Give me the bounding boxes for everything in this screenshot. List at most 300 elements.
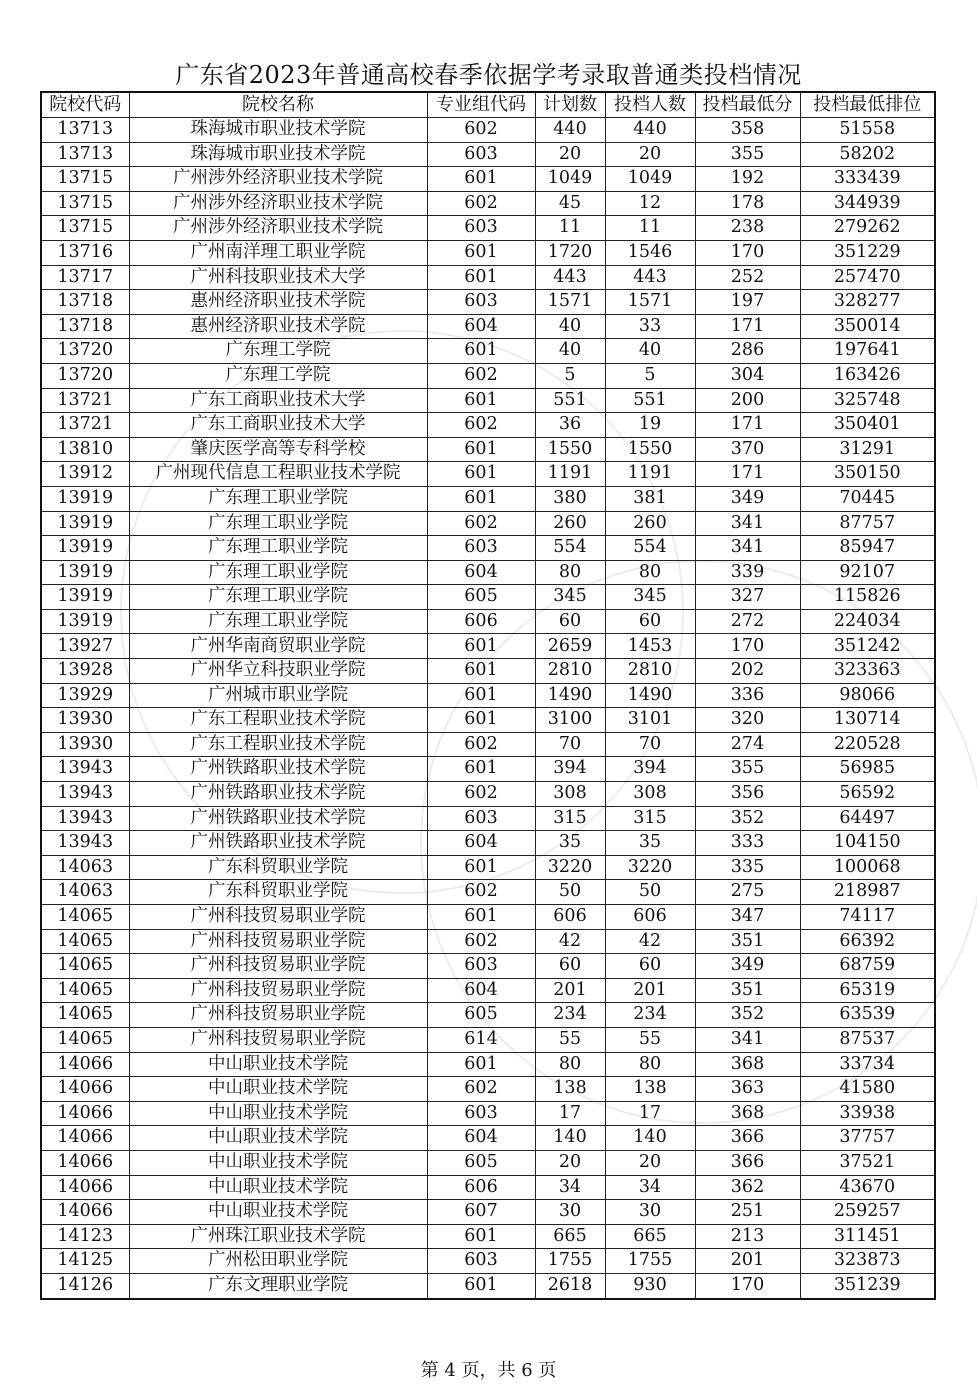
header-admitted-count: 投档人数: [605, 92, 695, 118]
cell-admitted-count: 201: [605, 978, 695, 1003]
cell-plan-count: 554: [535, 536, 605, 561]
cell-school-name: 广州科技贸易职业学院: [129, 1027, 427, 1052]
cell-school-name: 广州科技贸易职业学院: [129, 954, 427, 979]
header-min-score: 投档最低分: [695, 92, 800, 118]
cell-min-rank: 323363: [800, 659, 935, 684]
cell-group-code: 601: [427, 905, 535, 930]
cell-school-code: 14066: [41, 1077, 129, 1102]
cell-group-code: 601: [427, 1224, 535, 1249]
header-plan-count: 计划数: [535, 92, 605, 118]
cell-admitted-count: 11: [605, 216, 695, 241]
cell-plan-count: 443: [535, 265, 605, 290]
cell-group-code: 602: [427, 118, 535, 143]
cell-min-rank: 41580: [800, 1077, 935, 1102]
cell-admitted-count: 665: [605, 1224, 695, 1249]
cell-group-code: 602: [427, 880, 535, 905]
cell-min-score: 202: [695, 659, 800, 684]
cell-min-score: 352: [695, 806, 800, 831]
cell-admitted-count: 1755: [605, 1249, 695, 1274]
cell-min-score: 336: [695, 683, 800, 708]
cell-min-score: 170: [695, 634, 800, 659]
cell-school-name: 广州松田职业学院: [129, 1249, 427, 1274]
cell-school-name: 广州科技贸易职业学院: [129, 1003, 427, 1028]
cell-admitted-count: 234: [605, 1003, 695, 1028]
cell-min-rank: 104150: [800, 831, 935, 856]
cell-min-score: 341: [695, 536, 800, 561]
cell-plan-count: 70: [535, 732, 605, 757]
cell-min-score: 355: [695, 142, 800, 167]
cell-school-code: 14066: [41, 1200, 129, 1225]
cell-school-code: 13919: [41, 511, 129, 536]
cell-min-rank: 130714: [800, 708, 935, 733]
cell-min-rank: 68759: [800, 954, 935, 979]
cell-group-code: 614: [427, 1027, 535, 1052]
table-row: [41, 1150, 935, 1175]
cell-min-score: 368: [695, 1101, 800, 1126]
table-row: [41, 1003, 935, 1028]
cell-group-code: 605: [427, 1150, 535, 1175]
table-row: [41, 782, 935, 807]
cell-group-code: 603: [427, 216, 535, 241]
cell-min-rank: 87537: [800, 1027, 935, 1052]
cell-admitted-count: 1490: [605, 683, 695, 708]
header-group-code: 专业组代码: [427, 92, 535, 118]
table-row: [41, 437, 935, 462]
cell-school-code: 14063: [41, 880, 129, 905]
cell-plan-count: 551: [535, 388, 605, 413]
cell-admitted-count: 20: [605, 142, 695, 167]
cell-group-code: 603: [427, 142, 535, 167]
cell-group-code: 604: [427, 314, 535, 339]
cell-group-code: 601: [427, 388, 535, 413]
cell-school-name: 广州铁路职业技术学院: [129, 782, 427, 807]
cell-group-code: 603: [427, 1101, 535, 1126]
cell-school-name: 珠海城市职业技术学院: [129, 118, 427, 143]
cell-min-rank: 37757: [800, 1126, 935, 1151]
cell-school-code: 14066: [41, 1052, 129, 1077]
cell-min-score: 252: [695, 265, 800, 290]
table-row: [41, 167, 935, 192]
cell-min-rank: 350401: [800, 413, 935, 438]
cell-min-score: 355: [695, 757, 800, 782]
cell-school-name: 中山职业技术学院: [129, 1175, 427, 1200]
cell-group-code: 601: [427, 855, 535, 880]
cell-group-code: 601: [427, 683, 535, 708]
cell-min-score: 370: [695, 437, 800, 462]
table-row: [41, 363, 935, 388]
cell-admitted-count: 1049: [605, 167, 695, 192]
cell-school-code: 14066: [41, 1150, 129, 1175]
cell-school-name: 广州科技职业技术大学: [129, 265, 427, 290]
table-row: [41, 634, 935, 659]
cell-group-code: 602: [427, 511, 535, 536]
cell-plan-count: 45: [535, 191, 605, 216]
cell-school-name: 广州现代信息工程职业技术学院: [129, 462, 427, 487]
cell-school-name: 广东理工职业学院: [129, 609, 427, 634]
cell-min-rank: 351229: [800, 240, 935, 265]
table-row: [41, 462, 935, 487]
cell-plan-count: 11: [535, 216, 605, 241]
table-row: [41, 609, 935, 634]
cell-school-code: 14065: [41, 978, 129, 1003]
cell-school-name: 广州科技贸易职业学院: [129, 905, 427, 930]
cell-school-name: 广东理工学院: [129, 363, 427, 388]
cell-min-rank: 115826: [800, 585, 935, 610]
cell-min-rank: 33734: [800, 1052, 935, 1077]
cell-group-code: 601: [427, 437, 535, 462]
cell-min-rank: 56985: [800, 757, 935, 782]
cell-school-code: 13717: [41, 265, 129, 290]
admission-table: [40, 91, 936, 1300]
cell-admitted-count: 381: [605, 486, 695, 511]
cell-group-code: 604: [427, 978, 535, 1003]
cell-min-score: 333: [695, 831, 800, 856]
cell-plan-count: 394: [535, 757, 605, 782]
cell-plan-count: 1191: [535, 462, 605, 487]
table-row: [41, 1052, 935, 1077]
cell-admitted-count: 394: [605, 757, 695, 782]
cell-min-rank: 350150: [800, 462, 935, 487]
cell-min-score: 368: [695, 1052, 800, 1077]
cell-group-code: 601: [427, 708, 535, 733]
cell-school-name: 广东工程职业技术学院: [129, 708, 427, 733]
cell-group-code: 601: [427, 240, 535, 265]
table-row: [41, 240, 935, 265]
cell-group-code: 605: [427, 1003, 535, 1028]
cell-group-code: 603: [427, 954, 535, 979]
cell-min-rank: 33938: [800, 1101, 935, 1126]
cell-plan-count: 50: [535, 880, 605, 905]
cell-plan-count: 60: [535, 954, 605, 979]
table-row: [41, 880, 935, 905]
cell-school-code: 14065: [41, 929, 129, 954]
cell-school-code: 13929: [41, 683, 129, 708]
cell-school-code: 14063: [41, 855, 129, 880]
cell-admitted-count: 55: [605, 1027, 695, 1052]
cell-school-code: 13721: [41, 413, 129, 438]
cell-admitted-count: 315: [605, 806, 695, 831]
cell-min-score: 341: [695, 1027, 800, 1052]
cell-school-name: 广州城市职业学院: [129, 683, 427, 708]
cell-min-score: 347: [695, 905, 800, 930]
cell-min-rank: 100068: [800, 855, 935, 880]
cell-plan-count: 2659: [535, 634, 605, 659]
cell-school-code: 13930: [41, 708, 129, 733]
table-row: [41, 855, 935, 880]
cell-school-name: 广东工程职业技术学院: [129, 732, 427, 757]
cell-plan-count: 20: [535, 142, 605, 167]
page-title: 广东省2023年普通高校春季依据学考录取普通类投档情况: [175, 61, 802, 89]
cell-min-rank: 37521: [800, 1150, 935, 1175]
cell-admitted-count: 70: [605, 732, 695, 757]
cell-plan-count: 1755: [535, 1249, 605, 1274]
cell-min-score: 171: [695, 462, 800, 487]
cell-admitted-count: 551: [605, 388, 695, 413]
cell-school-code: 14126: [41, 1273, 129, 1298]
cell-school-code: 13720: [41, 363, 129, 388]
cell-school-name: 肇庆医学高等专科学校: [129, 437, 427, 462]
header-school-code: 院校代码: [41, 92, 129, 118]
cell-plan-count: 1490: [535, 683, 605, 708]
table-row: [41, 142, 935, 167]
table-row: [41, 1027, 935, 1052]
cell-plan-count: 36: [535, 413, 605, 438]
cell-school-code: 13718: [41, 290, 129, 315]
cell-min-score: 362: [695, 1175, 800, 1200]
table-row: [41, 757, 935, 782]
cell-school-code: 13720: [41, 339, 129, 364]
cell-admitted-count: 443: [605, 265, 695, 290]
cell-school-name: 广州南洋理工职业学院: [129, 240, 427, 265]
cell-admitted-count: 554: [605, 536, 695, 561]
cell-min-score: 366: [695, 1150, 800, 1175]
cell-plan-count: 2618: [535, 1273, 605, 1298]
cell-school-name: 广州涉外经济职业技术学院: [129, 167, 427, 192]
cell-admitted-count: 17: [605, 1101, 695, 1126]
cell-admitted-count: 40: [605, 339, 695, 364]
cell-school-code: 14066: [41, 1175, 129, 1200]
cell-plan-count: 234: [535, 1003, 605, 1028]
cell-school-code: 14066: [41, 1101, 129, 1126]
cell-group-code: 601: [427, 757, 535, 782]
cell-admitted-count: 19: [605, 413, 695, 438]
cell-school-name: 中山职业技术学院: [129, 1077, 427, 1102]
page-footer: 第 4 页，共 6 页: [420, 1360, 557, 1381]
table-row: [41, 560, 935, 585]
cell-group-code: 601: [427, 339, 535, 364]
cell-min-rank: 325748: [800, 388, 935, 413]
cell-plan-count: 3220: [535, 855, 605, 880]
cell-school-name: 广州珠江职业技术学院: [129, 1224, 427, 1249]
cell-admitted-count: 3101: [605, 708, 695, 733]
cell-min-score: 356: [695, 782, 800, 807]
cell-min-score: 286: [695, 339, 800, 364]
cell-group-code: 605: [427, 585, 535, 610]
cell-min-score: 213: [695, 1224, 800, 1249]
cell-min-rank: 85947: [800, 536, 935, 561]
cell-school-name: 中山职业技术学院: [129, 1150, 427, 1175]
cell-school-code: 13715: [41, 167, 129, 192]
cell-school-name: 广东科贸职业学院: [129, 855, 427, 880]
cell-school-name: 广东理工职业学院: [129, 486, 427, 511]
cell-plan-count: 60: [535, 609, 605, 634]
cell-admitted-count: 260: [605, 511, 695, 536]
cell-min-score: 339: [695, 560, 800, 585]
table-row: [41, 1200, 935, 1225]
cell-group-code: 602: [427, 1077, 535, 1102]
cell-plan-count: 140: [535, 1126, 605, 1151]
cell-admitted-count: 1546: [605, 240, 695, 265]
cell-plan-count: 138: [535, 1077, 605, 1102]
cell-min-score: 197: [695, 290, 800, 315]
cell-min-rank: 311451: [800, 1224, 935, 1249]
cell-min-rank: 323873: [800, 1249, 935, 1274]
cell-plan-count: 380: [535, 486, 605, 511]
cell-min-rank: 224034: [800, 609, 935, 634]
cell-plan-count: 1049: [535, 167, 605, 192]
cell-min-rank: 64497: [800, 806, 935, 831]
table-row: [41, 1077, 935, 1102]
cell-school-name: 广州华南商贸职业学院: [129, 634, 427, 659]
cell-min-rank: 197641: [800, 339, 935, 364]
cell-school-name: 惠州经济职业技术学院: [129, 290, 427, 315]
table-row: [41, 683, 935, 708]
cell-plan-count: 440: [535, 118, 605, 143]
table-row: [41, 290, 935, 315]
cell-school-name: 广东理工职业学院: [129, 536, 427, 561]
cell-plan-count: 315: [535, 806, 605, 831]
cell-admitted-count: 2810: [605, 659, 695, 684]
table-row: [41, 536, 935, 561]
cell-school-code: 13715: [41, 216, 129, 241]
table-row: [41, 1224, 935, 1249]
cell-plan-count: 35: [535, 831, 605, 856]
cell-min-score: 178: [695, 191, 800, 216]
table-row: [41, 1126, 935, 1151]
cell-plan-count: 20: [535, 1150, 605, 1175]
cell-min-score: 171: [695, 413, 800, 438]
cell-min-rank: 43670: [800, 1175, 935, 1200]
cell-school-name: 中山职业技术学院: [129, 1052, 427, 1077]
cell-min-rank: 74117: [800, 905, 935, 930]
cell-plan-count: 606: [535, 905, 605, 930]
cell-plan-count: 2810: [535, 659, 605, 684]
cell-admitted-count: 50: [605, 880, 695, 905]
cell-school-name: 广东理工职业学院: [129, 511, 427, 536]
cell-school-code: 13713: [41, 118, 129, 143]
cell-school-code: 13943: [41, 806, 129, 831]
cell-min-score: 275: [695, 880, 800, 905]
cell-min-score: 327: [695, 585, 800, 610]
cell-admitted-count: 34: [605, 1175, 695, 1200]
cell-group-code: 606: [427, 609, 535, 634]
cell-school-code: 14123: [41, 1224, 129, 1249]
cell-min-score: 352: [695, 1003, 800, 1028]
cell-admitted-count: 345: [605, 585, 695, 610]
cell-min-rank: 259257: [800, 1200, 935, 1225]
cell-min-score: 274: [695, 732, 800, 757]
cell-admitted-count: 60: [605, 609, 695, 634]
cell-min-rank: 350014: [800, 314, 935, 339]
cell-group-code: 601: [427, 167, 535, 192]
cell-school-name: 广州涉外经济职业技术学院: [129, 191, 427, 216]
cell-group-code: 606: [427, 1175, 535, 1200]
cell-group-code: 603: [427, 806, 535, 831]
cell-school-name: 珠海城市职业技术学院: [129, 142, 427, 167]
cell-admitted-count: 3220: [605, 855, 695, 880]
cell-plan-count: 55: [535, 1027, 605, 1052]
cell-school-code: 14065: [41, 954, 129, 979]
cell-min-score: 320: [695, 708, 800, 733]
cell-group-code: 604: [427, 1126, 535, 1151]
cell-min-score: 363: [695, 1077, 800, 1102]
cell-admitted-count: 42: [605, 929, 695, 954]
cell-admitted-count: 30: [605, 1200, 695, 1225]
cell-admitted-count: 12: [605, 191, 695, 216]
table-row: [41, 929, 935, 954]
cell-school-code: 13715: [41, 191, 129, 216]
cell-admitted-count: 138: [605, 1077, 695, 1102]
cell-min-score: 238: [695, 216, 800, 241]
cell-admitted-count: 20: [605, 1150, 695, 1175]
cell-school-name: 中山职业技术学院: [129, 1200, 427, 1225]
table-row: [41, 265, 935, 290]
table-row: [41, 314, 935, 339]
cell-min-score: 192: [695, 167, 800, 192]
cell-min-score: 349: [695, 954, 800, 979]
cell-school-name: 广州华立科技职业学院: [129, 659, 427, 684]
table-header-row: [41, 92, 935, 118]
cell-plan-count: 40: [535, 339, 605, 364]
cell-plan-count: 308: [535, 782, 605, 807]
cell-plan-count: 665: [535, 1224, 605, 1249]
cell-min-rank: 328277: [800, 290, 935, 315]
cell-group-code: 601: [427, 1052, 535, 1077]
cell-min-rank: 163426: [800, 363, 935, 388]
cell-min-score: 335: [695, 855, 800, 880]
cell-min-rank: 31291: [800, 437, 935, 462]
cell-school-code: 13928: [41, 659, 129, 684]
cell-school-code: 13930: [41, 732, 129, 757]
cell-min-score: 304: [695, 363, 800, 388]
cell-school-code: 13943: [41, 831, 129, 856]
table-row: [41, 708, 935, 733]
cell-admitted-count: 1191: [605, 462, 695, 487]
cell-admitted-count: 80: [605, 560, 695, 585]
cell-plan-count: 1571: [535, 290, 605, 315]
cell-school-name: 广州铁路职业技术学院: [129, 806, 427, 831]
cell-min-rank: 220528: [800, 732, 935, 757]
cell-school-code: 13919: [41, 536, 129, 561]
cell-min-score: 251: [695, 1200, 800, 1225]
table-row: [41, 1249, 935, 1274]
cell-group-code: 601: [427, 462, 535, 487]
cell-plan-count: 17: [535, 1101, 605, 1126]
cell-plan-count: 5: [535, 363, 605, 388]
cell-min-rank: 333439: [800, 167, 935, 192]
cell-plan-count: 1550: [535, 437, 605, 462]
cell-group-code: 602: [427, 929, 535, 954]
cell-school-name: 广州铁路职业技术学院: [129, 831, 427, 856]
cell-group-code: 602: [427, 363, 535, 388]
cell-plan-count: 42: [535, 929, 605, 954]
cell-school-name: 广东工商职业技术大学: [129, 413, 427, 438]
cell-group-code: 601: [427, 634, 535, 659]
cell-plan-count: 1720: [535, 240, 605, 265]
cell-plan-count: 80: [535, 1052, 605, 1077]
cell-group-code: 602: [427, 732, 535, 757]
cell-group-code: 602: [427, 191, 535, 216]
cell-admitted-count: 606: [605, 905, 695, 930]
cell-admitted-count: 1453: [605, 634, 695, 659]
cell-school-name: 广东理工学院: [129, 339, 427, 364]
cell-school-name: 广州科技贸易职业学院: [129, 978, 427, 1003]
cell-school-code: 13919: [41, 486, 129, 511]
header-school-name: 院校名称: [129, 92, 427, 118]
cell-admitted-count: 440: [605, 118, 695, 143]
table-row: [41, 413, 935, 438]
table-row: [41, 216, 935, 241]
cell-admitted-count: 930: [605, 1273, 695, 1298]
cell-min-score: 170: [695, 240, 800, 265]
table-row: [41, 511, 935, 536]
cell-min-score: 366: [695, 1126, 800, 1151]
cell-plan-count: 40: [535, 314, 605, 339]
cell-school-code: 13718: [41, 314, 129, 339]
cell-min-score: 200: [695, 388, 800, 413]
cell-school-code: 13927: [41, 634, 129, 659]
cell-plan-count: 3100: [535, 708, 605, 733]
